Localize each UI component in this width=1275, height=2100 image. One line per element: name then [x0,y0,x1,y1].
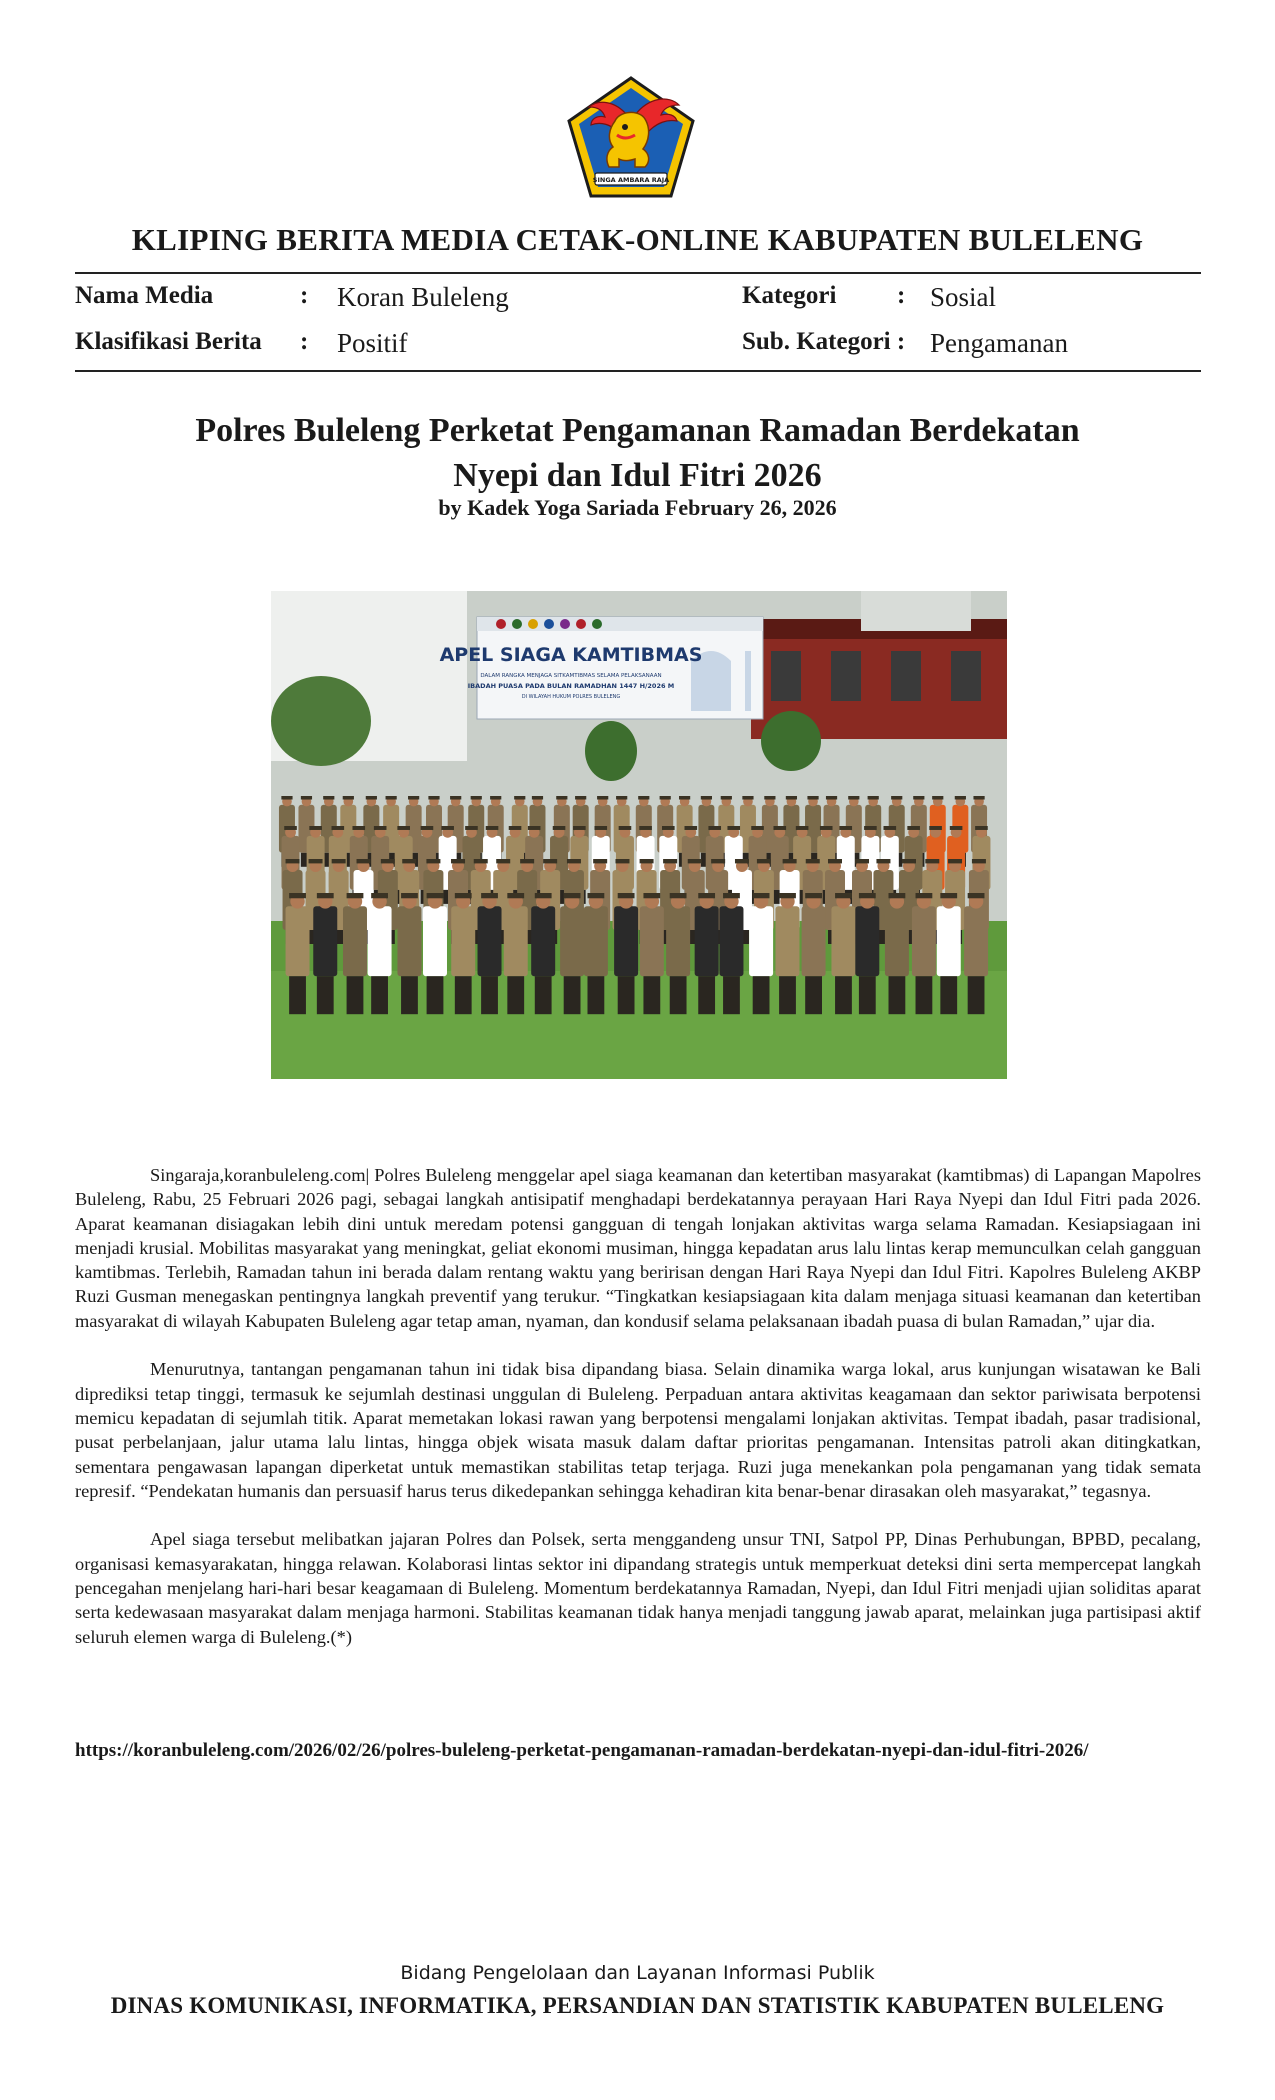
crowd-person-cap [450,796,461,800]
article-title-line-2: Nyepi dan Idul Fitri 2026 [453,457,822,494]
crowd-person-cap [618,893,635,898]
crowd-person-cap [509,826,522,830]
crowd-person-cap [839,826,852,830]
crowd-person-cap [884,826,897,830]
crowd-person-body [719,906,743,976]
crowd-person-cap [381,859,395,863]
crowd-person-body [560,906,584,976]
crowd-person-cap [735,859,749,863]
klasifikasi-label: Klasifikasi Berita [75,328,262,355]
clipping-header-title: KLIPING BERITA MEDIA CETAK-ONLINE KABUPATEN BULELENG [131,222,1144,257]
crowd-person-legs [753,976,770,1014]
crowd-person-legs [835,976,852,1014]
crowd-person-cap [889,893,906,898]
crowd-person-cap [441,826,454,830]
article-body [75,1163,1201,1673]
crowd-person-body [584,906,608,976]
crowd-person-cap [309,826,322,830]
crowd-person-cap [968,893,985,898]
crowd-person-cap [907,826,920,830]
crest-motto: SINGA AMBARA RAJA [592,176,670,184]
crowd-person-cap [684,826,697,830]
crowd-person-cap [386,796,397,800]
article-paragraph-1: Singaraja,koranbuleleng.com| Polres Buleleng menggelar apel siaga keamanan dan ketertiban masyarakat (kamtibmas) di Lapangan Mapolres Buleleng, Rabu, 25 Februari 2026 pagi, sebagai langkah antisipatif menghadapi berdekatannya perayaan Hari Raya Nyepi dan Idul Fitri pada 2026. Aparat keamanan disiagakan lebih dini untuk meredam potensi gangguan di tengah lonjakan aktivitas warga selama Ramadan. Kesiapsiagaan ini menjadi krusial. Mobilitas masyarakat yang meningkat, geliat ekonomi musiman, hingga kepadatan arus lalu lintas kerap memunculkan celah gangguan kamtibmas. Terlebih, Ramadan tahun ini berada dalam rentang waktu yang beririsan dengan Hari Raya Nyepi dan Idul Fitri. Kapolres Buleleng AKBP Ruzi Gusman menegaskan pentingnya langkah preventif yang terukur. “Tingkatkan kesiapsiagaan kita dalam menjaga situasi keamanan dan ketertiban masyarakat di wilayah Kabupaten Buleleng agar tetap aman, nyaman, dan kondusif selama pelaksanaan ibadah puasa di bulan Ramadan,” ujar dia. [75,1165,1201,1331]
crowd-person-legs [618,976,635,1014]
buleleng-crest-logo [565,75,697,199]
crowd-person-cap [670,893,687,898]
crowd-person-cap [587,893,604,898]
crowd-person-cap [309,859,323,863]
crowd-person-cap [332,826,345,830]
crowd-person-cap [357,859,371,863]
crowd-person-cap [925,859,939,863]
crowd-person-cap [507,893,524,898]
crest-icon [565,75,697,199]
crowd-person-cap [806,859,820,863]
crowd-person-cap [371,893,388,898]
crowd-person-cap [639,826,652,830]
crowd-person-body [885,906,909,976]
crowd-person-cap [471,796,482,800]
crowd-person-legs [427,976,444,1014]
crowd-person-cap [514,796,525,800]
crowd-person-cap [660,796,671,800]
crowd-person-cap [757,859,771,863]
crowd-person-legs [371,976,388,1014]
crowd-person-body [614,906,638,976]
crowd-person-cap [638,796,649,800]
crowd-person-cap [490,796,501,800]
crowd-person-legs [805,976,822,1014]
crowd-person-cap [397,826,410,830]
crowd-person-body [286,906,310,976]
crowd-person-cap [859,893,876,898]
crowd-person-cap [532,796,543,800]
crowd-person-body [749,906,773,976]
header-bottom-divider [75,370,1201,372]
crowd-person-cap [474,859,488,863]
crowd-person-legs [968,976,985,1014]
crowd-person-cap [428,796,439,800]
nama-media-label: Nama Media [75,282,214,309]
crowd-person-legs [670,976,687,1014]
crowd-person-cap [301,796,312,800]
crowd-person-body [695,906,719,976]
crowd-person-legs [507,976,524,1014]
crowd-person-cap [940,893,957,898]
crowd-person-body [368,906,392,976]
crowd-person-cap [972,859,986,863]
crowd-person-cap [796,826,809,830]
crowd-person-body [504,906,528,976]
crowd-person-cap [567,859,581,863]
crowd-person-cap [876,859,890,863]
kategori-value: Sosial [930,282,997,312]
crowd-person-cap [289,893,306,898]
crowd-person-cap [868,796,879,800]
banner-subtitle-2: IBADAH PUASA PADA BULAN RAMADHAN 1447 H/2026 M [467,682,675,690]
crowd-person-cap [520,859,534,863]
klasifikasi-value: Positif [337,328,408,358]
crowd-person-cap [593,859,607,863]
crowd-person-cap [913,796,924,800]
crowd-person-cap [481,893,498,898]
crowd-person-body [397,906,421,976]
crowd-person-cap [366,796,377,800]
crowd-person-cap [742,796,753,800]
crowd-person-cap [594,826,607,830]
footer-agency: DINAS KOMUNIKASI, INFORMATIKA, PERSANDIAN DAN STATISTIK KABUPATEN BULELENG [110,1993,1165,2018]
crowd-person-legs [859,976,876,1014]
crowd-person-legs [481,976,498,1014]
crowd-person-cap [615,859,629,863]
crowd-person-cap [929,826,942,830]
crowd-person-cap [688,859,702,863]
crowd-person-cap [347,893,364,898]
crowd-person-legs [317,976,334,1014]
crowd-person-cap [573,826,586,830]
crowd-person-legs [940,976,957,1014]
crowd-person-cap [616,796,627,800]
nama-media-colon: : [300,282,309,309]
crowd-person-cap [855,859,869,863]
crowd-person-cap [323,796,334,800]
crowd-person-cap [317,893,334,898]
crowd-person-body [666,906,690,976]
crowd-person-cap [343,796,354,800]
crowd-person-cap [721,796,732,800]
crowd-person-cap [773,826,786,830]
crowd-person-cap [556,796,567,800]
crowd-person-cap [779,893,796,898]
crowd-person-cap [619,826,632,830]
article-title-line-1: Polres Buleleng Perketat Pengamanan Ramadan Berdekatan [195,412,1080,449]
crowd-person-cap [864,826,877,830]
header-top-divider [75,272,1201,274]
crowd-person-cap [643,893,660,898]
crowd-person-cap [662,826,675,830]
crowd-person-cap [332,859,346,863]
banner-subtitle-1: DALAM RANGKA MENJAGA SITKAMTIBMAS SELAMA PELAKSANAAN [480,673,662,679]
crowd-person-cap [848,796,859,800]
crowd-person-cap [973,796,984,800]
crowd-person-cap [711,859,725,863]
crowd-person-cap [352,826,365,830]
sub-kategori-label: Sub. Kategori : [742,328,906,355]
crowd-person-body [343,906,367,976]
footer-division: Bidang Pengelolaan dan Layanan Informasi Publik [400,1962,875,1984]
article-paragraph-2: Menurutnya, tantangan pengamanan tahun ini tidak bisa dipandang biasa. Selain dinamika warga lokal, arus kunjungan wisatawan ke Bali diprediksi tetap tinggi, termasuk ke sejumlah destinasi unggulan di Buleleng. Perpaduan antara aktivitas keagamaan dan sektor pariwisata berpotensi memicu kepadatan di sejumlah titik. Aparat memetakan lokasi rawan yang berpotensi mengalami lonjakan aktivitas. Tempat ibadah, pasar tradisional, pusat perbelanjaan, jalur utama lalu lintas, hingga objek wisata masuk dalam daftar prioritas pengamanan. Intensitas patroli akan ditingkatkan, sementara pengawasan lapangan diperketat untuk memastikan stabilitas tetap terjaga. Ruzi juga menekankan pola pengamanan yang tidak semata represif. “Pendekatan humanis dan persuasif harus terus dikedepankan sehingga kehadiran kita benar-benar dirasakan oleh masyarakat,” tegasnya. [75,1359,1201,1501]
crowd-person-body [313,906,337,976]
crowd-person-body [451,906,475,976]
crowd-person-body [478,906,502,976]
crowd-person-cap [284,826,297,830]
crowd-person-legs [779,976,796,1014]
crowd-person-legs [889,976,906,1014]
crowd-person-cap [828,859,842,863]
crowd-person-cap [496,859,510,863]
crowd-person-cap [281,796,292,800]
crowd-person-cap [723,893,740,898]
nama-media-value: Koran Buleleng [337,282,509,312]
crowd-person-body [831,906,855,976]
kategori-label: Kategori [742,282,837,309]
crowd-person-cap [975,826,988,830]
article-photo [271,591,1007,1079]
crowd-person-body [937,906,961,976]
crowd-person-cap [950,826,963,830]
crowd-person-cap [575,796,586,800]
article-byline: by Kadek Yoga Sariada February 26, 2026 [438,495,837,520]
crowd-person-cap [427,893,444,898]
crowd-person-cap [902,859,916,863]
crowd-person-cap [663,859,677,863]
crowd-person-cap [535,893,552,898]
crowd-person-cap [564,893,581,898]
crowd-person-cap [528,826,541,830]
crowd-person-cap [465,826,478,830]
crowd-person-cap [727,826,740,830]
crowd-person-cap [451,859,465,863]
crowd-person-legs [401,976,418,1014]
crowd-person-legs [347,976,364,1014]
crowd-person-legs [289,976,306,1014]
crowd-person-cap [698,893,715,898]
crowd-person-cap [640,859,654,863]
crowd-person-cap [421,826,434,830]
crowd-person-legs [535,976,552,1014]
crowd-person-cap [891,796,902,800]
crowd-person-cap [708,826,721,830]
crowd-person-cap [486,826,499,830]
crowd-person-cap [408,796,419,800]
source-url[interactable]: https://koranbuleleng.com/2026/02/26/polres-buleleng-perketat-pengamanan-ramadan-berdekatan-nyepi-dan-idul-fitri-2026/ [75,1740,1089,1761]
crowd-person-body [640,906,664,976]
sub-kategori-value: Pengamanan [930,328,1068,358]
crowd-person-cap [932,796,943,800]
crowd-person-cap [820,826,833,830]
crowd-person-legs [723,976,740,1014]
crowd-person-body [964,906,988,976]
crowd-person-cap [679,796,690,800]
crowd-person-cap [835,893,852,898]
crowd-person-cap [786,796,797,800]
crowd-person-cap [455,893,472,898]
crowd-person-cap [955,796,966,800]
crowd-person-body [912,906,936,976]
crowd-person-cap [597,796,608,800]
crowd-person-legs [643,976,660,1014]
crowd-person-cap [374,826,387,830]
crowd-person-cap [701,796,712,800]
crowd-person-cap [751,826,764,830]
crowd-person-legs [698,976,715,1014]
crowd-person-cap [402,859,416,863]
crowd-person-cap [401,893,418,898]
crowd-person-cap [764,796,775,800]
crowd-person-body [855,906,879,976]
klasifikasi-colon: : [300,328,309,355]
crowd-person-cap [807,796,818,800]
crowd-person-cap [553,826,566,830]
crowd-person-cap [543,859,557,863]
crowd-person-cap [286,859,300,863]
article-title [120,408,1155,498]
crowd-person-cap [753,893,770,898]
crowd-person-legs [587,976,604,1014]
crowd-person-cap [916,893,933,898]
article-paragraph-3: Apel siaga tersebut melibatkan jajaran Polres dan Polsek, serta menggandeng unsur TNI, Satpol PP, Dinas Perhubungan, BPBD, pecalang, organisasi kemasyarakatan, hingga relawan. Kolaborasi lintas sektor ini dipandang strategis untuk memperkuat deteksi dini serta mempercepat langkah pencegahan menjelang hari-hari besar keagamaan di Buleleng. Momentum berdekatannya Ramadan, Nyepi, dan Idul Fitri menjadi ujian soliditas aparat serta kedewasaan masyarakat dalam menjaga harmoni. Stabilitas keamanan tidak hanya menjadi tanggung jawab aparat, melainkan juga partisipasi aktif seluruh elemen warga di Buleleng.(*) [75,1529,1201,1647]
crowd-person-legs [916,976,933,1014]
kategori-colon: : [897,282,906,309]
crowd-person-cap [783,859,797,863]
crowd-person-body [775,906,799,976]
crowd-person-legs [455,976,472,1014]
crowd-person-legs [564,976,581,1014]
banner-title: APEL SIAGA KAMTIBMAS [439,644,703,666]
crowd-person-cap [826,796,837,800]
crowd-person-cap [426,859,440,863]
crowd-person-cap [948,859,962,863]
crowd-person-cap [805,893,822,898]
crowd-person-body [802,906,826,976]
crowd-person-body [531,906,555,976]
crowd-person-body [423,906,447,976]
banner-subtitle-3: DI WILAYAH HUKUM POLRES BULELENG [521,694,621,700]
